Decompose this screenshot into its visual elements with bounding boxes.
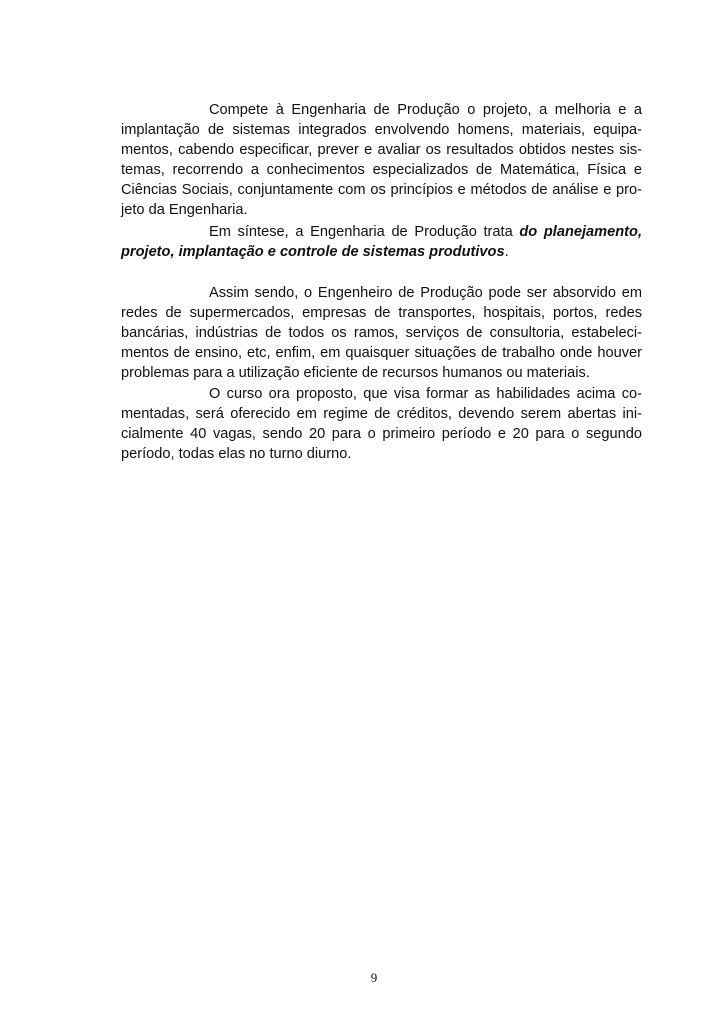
paragraph-course-offer: O curso ora proposto, que visa formar as habilidades acima co-mentadas, será oferecido em regime de créditos, devendo serem abertas ini-cialmente 40 vagas, sendo 20 para o primeiro período e 20 para o segundo período, todas elas no turno diurno. [121, 386, 642, 462]
paragraph-synthesis-lead: Em síntese, a Engenharia de Produção trata [209, 224, 520, 240]
paragraph-career-areas: Assim sendo, o Engenheiro de Produção pode ser absorvido em redes de supermercados, empresas de transportes, hospitais, portos, redes bancárias, indústrias de todos os ramos, serviços de consultoria, estabeleci-mentos de ensino, etc, enfim, em quaisquer situações de trabalho onde houver problemas para a utilização eficiente de recursos humanos ou materiais. [121, 285, 642, 381]
paragraph-synthesis-end: . [504, 244, 509, 260]
paragraph-synthesis-emphasis: do planejamento, projeto, implantação e controle de sistemas produtivos [121, 224, 642, 260]
paragraph-engineering-definition: Compete à Engenharia de Produção o projeto, a melhoria e a implantação de sistemas integrados envolvendo homens, materiais, equipa-mentos, cabendo especificar, prever e avaliar os resultados obtidos nestes sis-temas, recorrendo a conhecimentos especializados de Matemática, Física e Ciências Sociais, conjuntamente com os princípios e métodos de análise e pro-jeto da Engenharia. [121, 102, 642, 218]
paragraph-synthesis [121, 222, 642, 262]
page-number: 9 [370, 970, 378, 985]
